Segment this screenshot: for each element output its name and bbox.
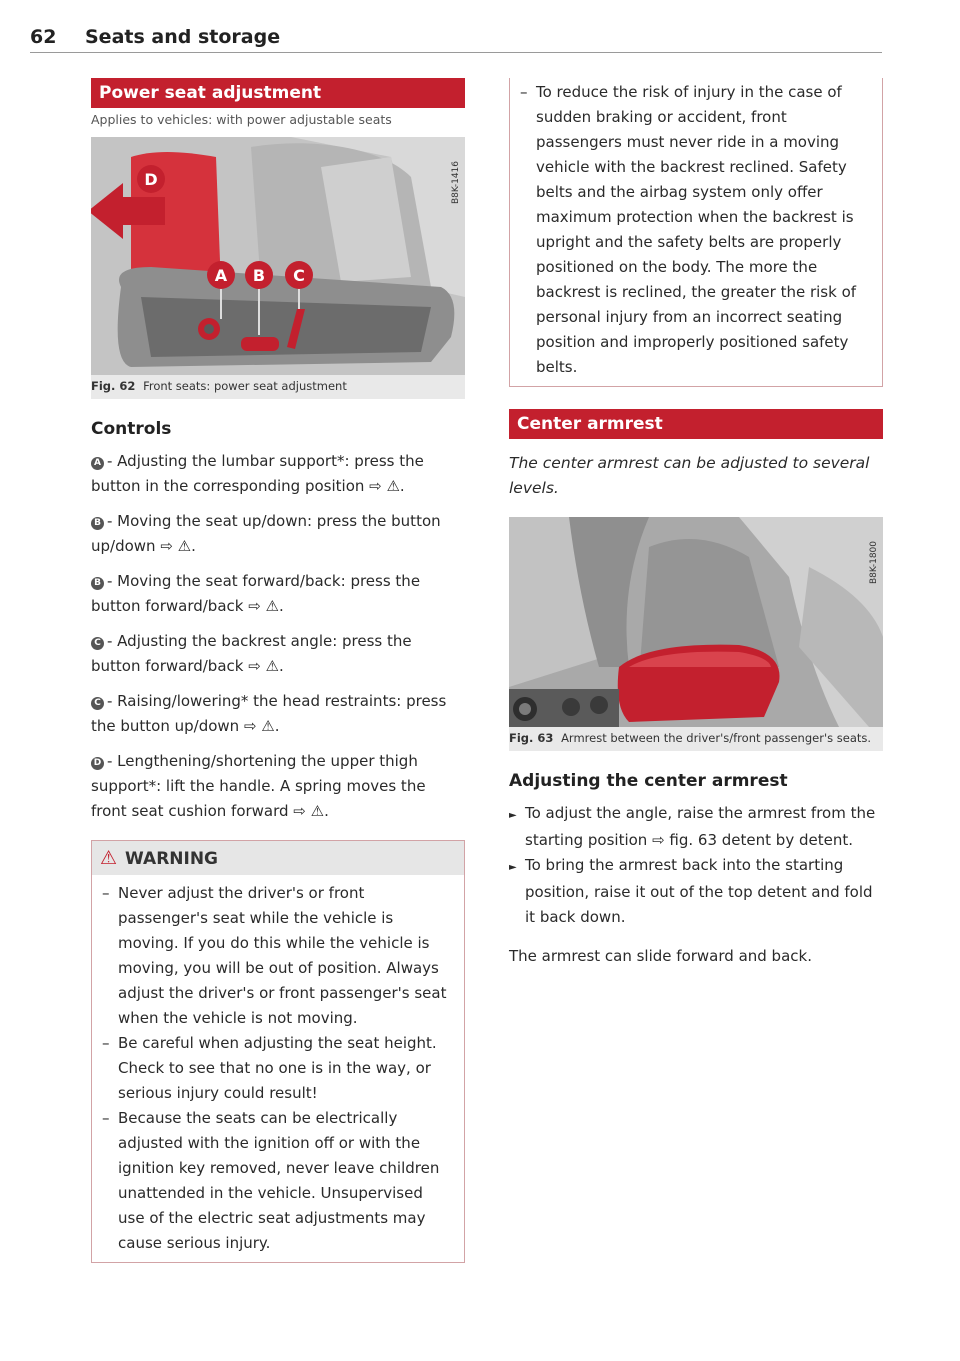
- caption-text: Armrest between the driver's/front passenger's seats.: [561, 731, 872, 745]
- callout-b: B: [252, 266, 266, 285]
- armrest-illustration: [509, 517, 883, 727]
- power-seat-drawing: [91, 137, 465, 375]
- warning-triangle-icon: ⚠: [100, 847, 118, 869]
- letter-icon: B: [91, 577, 104, 590]
- applies-note: Applies to vehicles: with power adjustable seats: [91, 112, 392, 127]
- step-item: ► To adjust the angle, raise the armrest from the starting position ⇨ fig. 63 detent by detent.: [509, 804, 876, 849]
- letter-icon: C: [91, 697, 104, 710]
- letter-icon: B: [91, 517, 104, 530]
- seat-illustration: [91, 137, 465, 375]
- power-seat-heading: Power seat adjustment: [91, 78, 465, 108]
- letter-icon: C: [91, 637, 104, 650]
- figure-code: B8K-1416: [451, 161, 461, 205]
- page-number: 62: [30, 26, 57, 48]
- figure-code: B8K-1800: [869, 541, 879, 585]
- controls-title: Controls: [91, 419, 172, 439]
- warning-body: [92, 875, 464, 1262]
- caption-label: Fig. 63: [509, 731, 554, 745]
- control-item: B - Moving the seat forward/back: press the button forward/back ⇨ ⚠.: [91, 572, 421, 615]
- right-column: [509, 78, 883, 969]
- section-title: Seats and storage: [85, 26, 281, 48]
- callout-c: C: [293, 266, 305, 285]
- adjust-armrest-title: Adjusting the center armrest: [509, 771, 788, 791]
- warning-item: – To reduce the risk of injury in the case of sudden braking or accident, front passengers must never ride in a moving vehicle with the backrest reclined. Safety belts and the airbag system only offer maximum protection when the backrest is upright and the safety belts are properly positioned on the body. The more the backrest is reclined, the greater the risk of personal injury from an incorrect seating position and improperly positioned safety belts.: [520, 83, 857, 376]
- letter-icon: D: [91, 757, 104, 770]
- warning-item: – Because the seats can be electrically adjusted with the ignition off or with the ignition key removed, never leave children unattended in the vehicle. Unsupervised use of the electric seat adjustments may cause serious injury.: [102, 1109, 440, 1252]
- warning-header: [92, 841, 464, 875]
- armrest-note: The armrest can slide forward and back.: [509, 947, 812, 965]
- warning-box: [91, 840, 465, 1263]
- letter-icon: A: [91, 457, 104, 470]
- caption-label: Fig. 62: [91, 379, 136, 393]
- left-column: [91, 78, 465, 1263]
- figure-caption: [509, 727, 883, 751]
- warning-item: – Never adjust the driver's or front passenger's seat while the vehicle is moving. If you do this while the vehicle is moving, you will be out of position. Always adjust the driver's or front passenger's seat when the vehicle is not moving.: [102, 884, 447, 1027]
- control-item: C - Adjusting the backrest angle: press the button forward/back ⇨ ⚠.: [91, 632, 412, 675]
- center-armrest-heading: Center armrest: [509, 409, 883, 439]
- figure-caption: [91, 375, 465, 399]
- armrest-intro: The center armrest can be adjusted to several levels.: [509, 454, 870, 497]
- callout-a: A: [214, 266, 228, 285]
- page-header: [30, 22, 882, 53]
- figure-62: [91, 137, 465, 399]
- armrest-drawing: [509, 517, 883, 727]
- arrow-icon: ►: [509, 810, 517, 821]
- step-item: ► To bring the armrest back into the starting position, raise it out of the top detent and fold it back down.: [509, 856, 873, 926]
- figure-63: [509, 517, 883, 751]
- caption-text: Front seats: power seat adjustment: [143, 379, 347, 393]
- warning-title: WARNING: [125, 849, 219, 869]
- control-item: D - Lengthening/shortening the upper thigh support*: lift the handle. A spring moves the front seat cushion forward ⇨ ⚠.: [91, 752, 426, 820]
- control-item: B - Moving the seat up/down: press the button up/down ⇨ ⚠.: [91, 512, 441, 555]
- warning-item: – Be careful when adjusting the seat height. Check to see that no one is in the way, or serious injury could result!: [102, 1034, 437, 1102]
- control-item: C - Raising/lowering* the head restraints: press the button up/down ⇨ ⚠.: [91, 692, 447, 735]
- arrow-icon: ►: [509, 862, 517, 873]
- control-item: A - Adjusting the lumbar support*: press the button in the corresponding position ⇨ ⚠.: [91, 452, 424, 495]
- callout-d: D: [144, 170, 158, 189]
- warning-continued: [509, 78, 883, 387]
